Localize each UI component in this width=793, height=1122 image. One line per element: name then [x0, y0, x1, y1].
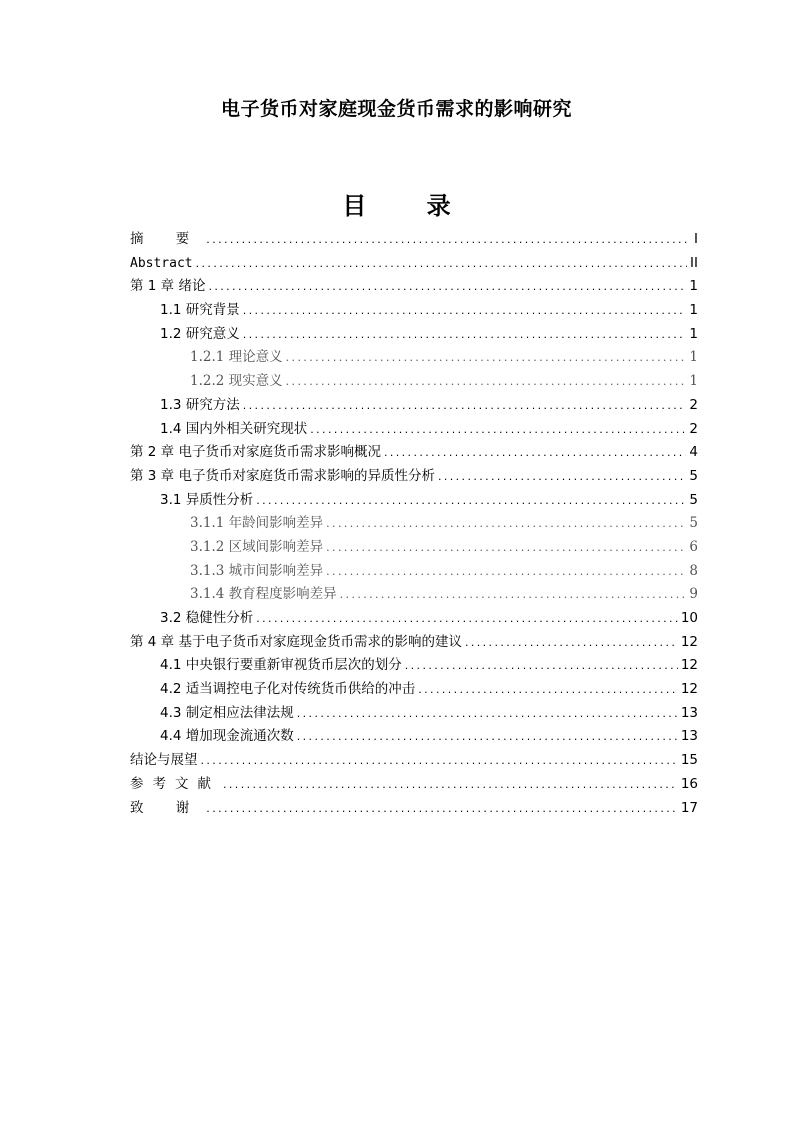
toc-entry-page: 12 [680, 681, 698, 698]
toc-entry-label: 致 谢 [130, 799, 204, 816]
toc-entry-3-2[interactable] [130, 607, 698, 631]
toc-leader-dots [405, 654, 678, 678]
toc-entry-page: 17 [680, 799, 698, 816]
toc-entry-chapter-1[interactable] [130, 275, 698, 299]
toc-entry-label: 第 2 章 电子货币对家庭货币需求影响概况 [130, 444, 381, 461]
toc-entry-page: 13 [680, 728, 698, 745]
toc-entry-1-2-1[interactable] [130, 346, 698, 370]
toc-entry-chapter-3[interactable] [130, 465, 698, 489]
toc-entry-label: 3.1 异质性分析 [160, 491, 254, 508]
toc-entry-label: 1.1 研究背景 [160, 302, 240, 319]
toc-entry-label: 摘 要 [130, 231, 204, 247]
toc-entry-4-1[interactable] [130, 654, 698, 678]
toc-entry-page: 5 [689, 515, 698, 532]
toc-entry-label: 3.1.2 区域间影响差异 [190, 538, 324, 555]
toc-entry-label: 4.3 制定相应法律法规 [160, 704, 294, 721]
toc-entry-4-2[interactable] [130, 678, 698, 702]
toc-entry-chapter-4[interactable] [130, 631, 698, 655]
toc-leader-dots [206, 228, 687, 252]
toc-leader-dots [438, 465, 686, 489]
toc-entry-page: 1 [689, 373, 698, 390]
toc-entry-label: 第 4 章 基于电子货币对家庭现金货币需求的影响的建议 [130, 633, 462, 650]
toc-entry-page: 1 [689, 349, 698, 366]
toc-entry-4-3[interactable] [130, 702, 698, 726]
toc-entry-page: II [690, 254, 698, 271]
toc-entry-page: 8 [689, 562, 698, 579]
toc-entry-3-1-4[interactable] [130, 583, 698, 607]
toc-leader-dots [310, 418, 686, 442]
toc-entry-label: 1.4 国内外相关研究现状 [160, 420, 308, 437]
toc-entry-label: 4.1 中央银行要重新审视货币层次的划分 [160, 657, 402, 674]
toc-entry-page: 5 [689, 467, 698, 484]
toc-entry-3-1[interactable] [130, 489, 698, 513]
toc-heading: 目 录 [342, 192, 477, 220]
toc-entry-label: 1.2.2 现实意义 [190, 373, 283, 390]
document-title: 电子货币对家庭现金货币需求的影响研究 [220, 98, 572, 120]
toc-entry-label: 3.1.1 年龄间影响差异 [190, 515, 324, 532]
toc-entry-label: 结论与展望 [130, 752, 198, 769]
toc-entry-label: 3.2 稳健性分析 [160, 610, 254, 626]
toc-leader-dots [465, 631, 678, 655]
toc-leader-dots [243, 323, 687, 347]
toc-entry-label: 4.2 适当调控电子化对传统货币供给的冲击 [160, 681, 416, 698]
toc-entry-label: 第 1 章 绪论 [130, 278, 206, 295]
toc-leader-dots [326, 536, 686, 560]
toc-leader-dots [418, 678, 678, 702]
toc-entry-page: 5 [689, 491, 698, 508]
toc-leader-dots [286, 346, 687, 370]
toc-entry-page: 1 [689, 278, 698, 295]
toc-leader-dots [201, 749, 678, 773]
toc-entry-3-1-3[interactable] [130, 560, 698, 584]
toc-entry-acknowledgements[interactable] [130, 797, 698, 821]
toc-leader-dots [256, 489, 686, 513]
toc-entry-page: 15 [680, 752, 698, 769]
toc-entry-3-1-2[interactable] [130, 536, 698, 560]
toc-entry-page: 16 [680, 775, 698, 792]
toc-entry-label: Abstract [130, 255, 193, 271]
toc-entry-3-1-1[interactable] [130, 512, 698, 536]
toc-entry-chapter-2[interactable] [130, 441, 698, 465]
toc-entry-1-2[interactable] [130, 323, 698, 347]
toc-leader-dots [256, 607, 678, 631]
toc-entry-page: 1 [689, 325, 698, 342]
toc-entry-label: 1.2 研究意义 [160, 325, 240, 342]
toc-leader-dots [223, 773, 678, 797]
toc-entry-1-2-2[interactable] [130, 370, 698, 394]
toc-leader-dots [208, 275, 686, 299]
toc-leader-dots [326, 512, 686, 536]
table-of-contents [130, 228, 698, 820]
toc-entry-page: I [694, 231, 698, 247]
toc-leader-dots [243, 394, 687, 418]
toc-entry-1-4[interactable] [130, 418, 698, 442]
toc-leader-dots [297, 702, 678, 726]
toc-entry-page: 9 [689, 586, 698, 603]
toc-entry-label: 3.1.4 教育程度影响差异 [190, 586, 337, 603]
toc-entry-page: 10 [680, 610, 698, 626]
toc-leader-dots [326, 560, 686, 584]
toc-leader-dots [384, 441, 686, 465]
toc-entry-label: 参考文献 [130, 775, 220, 792]
toc-entry-label: 1.3 研究方法 [160, 396, 240, 413]
toc-entry-page: 6 [689, 538, 698, 555]
toc-entry-label: 4.4 增加现金流通次数 [160, 728, 294, 745]
toc-entry-1-3[interactable] [130, 394, 698, 418]
toc-entry-page: 12 [680, 657, 698, 674]
toc-entry-1-1[interactable] [130, 299, 698, 323]
toc-leader-dots [196, 252, 687, 276]
toc-entry-conclusion[interactable] [130, 749, 698, 773]
toc-entry-label: 1.2.1 理论意义 [190, 349, 283, 366]
toc-leader-dots [340, 583, 687, 607]
toc-entry-page: 1 [689, 302, 698, 319]
toc-leader-dots [243, 299, 687, 323]
toc-entry-page: 2 [689, 420, 698, 437]
toc-entry-page: 13 [680, 704, 698, 721]
toc-entry-4-4[interactable] [130, 725, 698, 749]
toc-entry-label: 3.1.3 城市间影响差异 [190, 562, 324, 579]
toc-entry-page: 2 [689, 396, 698, 413]
toc-entry-page: 12 [680, 633, 698, 650]
toc-leader-dots [286, 370, 687, 394]
toc-entry-abstract-en[interactable] [130, 252, 698, 276]
toc-entry-label: 第 3 章 电子货币对家庭货币需求影响的异质性分析 [130, 467, 435, 484]
toc-leader-dots [297, 725, 678, 749]
toc-leader-dots [206, 797, 678, 821]
toc-entry-page: 4 [689, 444, 698, 461]
toc-entry-references[interactable] [130, 773, 698, 797]
toc-entry-abstract-cn[interactable] [130, 228, 698, 252]
